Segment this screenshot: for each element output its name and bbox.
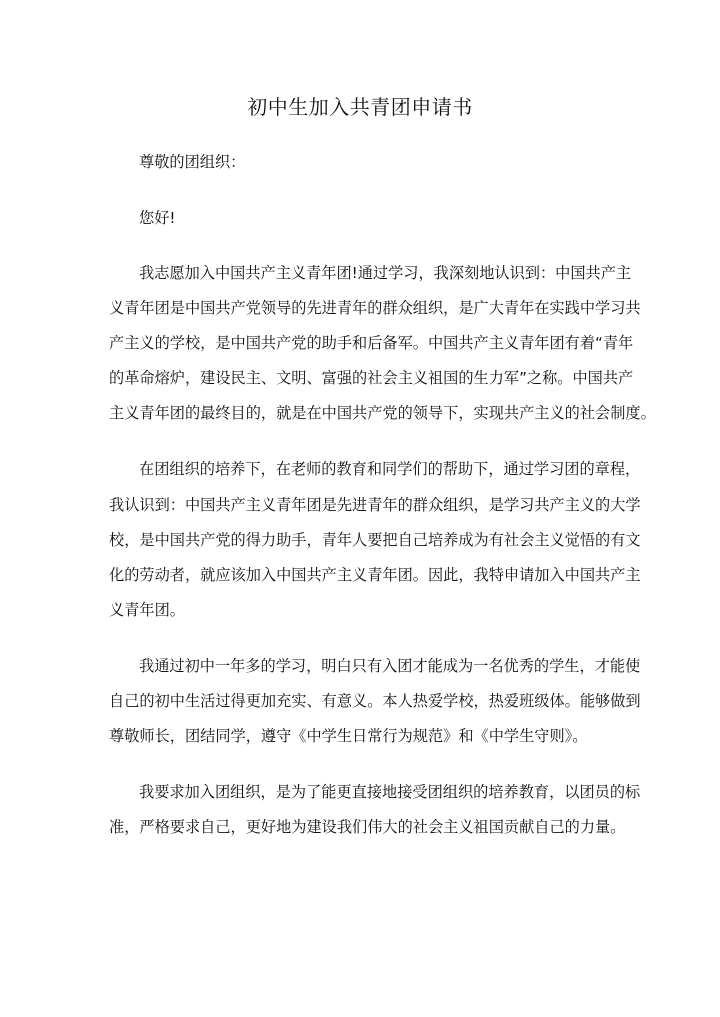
paragraph-4-line-2: 准，严格要求自己，更好地为建设我们伟大的社会主义祖国贡献自己的力量。 — [109, 818, 626, 836]
paragraph-3-line-3: 尊敬师长，团结同学，遵守《中学生日常行为规范》和《中学生守则》。 — [109, 727, 588, 745]
paragraph-1-line-3: 产主义的学校，是中国共产党的助手和后备军。中国共产主义青年团有着“青年 — [109, 334, 634, 352]
paragraph-1-line-2: 义青年团是中国共产党领导的先进青年的群众组织，是广大青年在实践中学习共 — [109, 299, 641, 317]
paragraph-3-line-2: 自己的初中生活过得更加充实、有意义。本人热爱学校，热爱班级体。能够做到 — [109, 692, 641, 710]
paragraph-2-line-2: 我认识到：中国共产主义青年团是先进青年的群众组织，是学习共产主义的大学 — [109, 496, 641, 514]
paragraph-2-line-5: 义青年团。 — [109, 601, 185, 619]
paragraph-2-line-1: 在团组织的培养下，在老师的教育和同学们的帮助下，通过学习团的章程， — [139, 460, 641, 478]
greeting: 您好! — [139, 209, 176, 227]
salutation: 尊敬的团组织： — [139, 153, 246, 171]
paragraph-1-line-5: 主义青年团的最终目的，就是在中国共产党的领导下，实现共产主义的社会制度。 — [109, 404, 656, 422]
paragraph-2-line-3: 校，是中国共产党的得力助手，青年人要把自己培养成为有社会主义觉悟的有文 — [109, 531, 641, 549]
paragraph-1-line-4: 的革命熔炉，建设民主、文明、富强的社会主义祖国的生力军”之称。中国共产 — [109, 369, 634, 387]
document-title: 初中生加入共青团申请书 — [247, 95, 473, 119]
paragraph-3-line-1: 我通过初中一年多的学习，明白只有入团才能成为一名优秀的学生，才能使 — [139, 657, 641, 675]
paragraph-1-line-1: 我志愿加入中国共产主义青年团!通过学习，我深刻地认识到：中国共产主 — [139, 264, 632, 282]
paragraph-2-line-4: 化的劳动者，就应该加入中国共产主义青年团。因此，我特申请加入中国共产主 — [109, 566, 641, 584]
paragraph-4-line-1: 我要求加入团组织，是为了能更直接地接受团组织的培养教育，以团员的标 — [139, 783, 641, 801]
